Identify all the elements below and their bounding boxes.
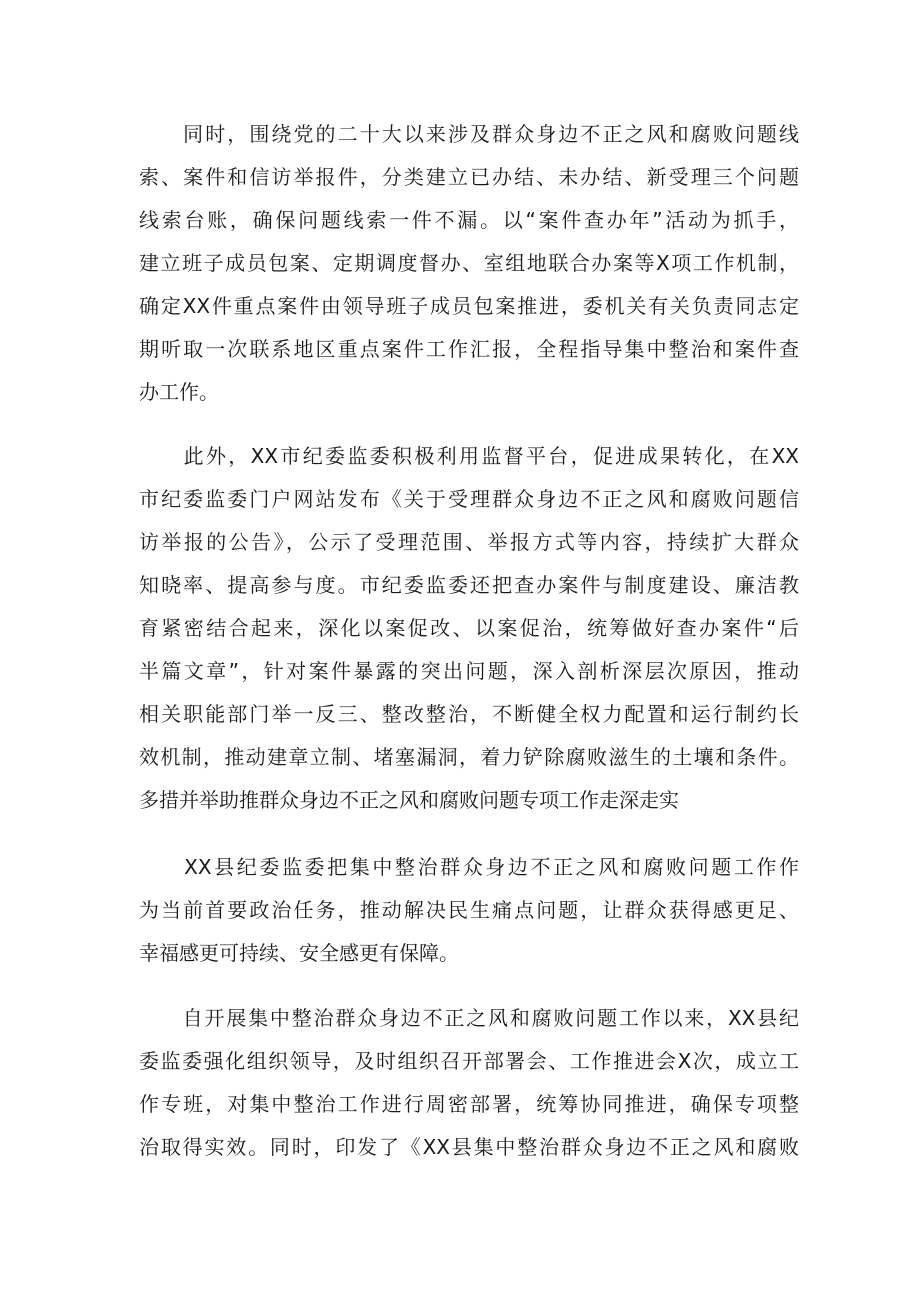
text-line: 为当前首要政治任务，推动解决民生痛点问题，让群众获得感更足、 xyxy=(139,898,799,922)
text-line: 市纪委监委门户网站发布《关于受理群众身边不正之风和腐败问题信 xyxy=(139,487,799,511)
text-line: 作专班，对集中整治工作进行周密部署，统筹协同推进，确保专项整 xyxy=(139,1092,799,1116)
text-line: 自开展集中整治群众身边不正之风和腐败问题工作以来，XX县纪 xyxy=(139,1006,799,1030)
text-line: XX县纪委监委把集中整治群众身边不正之风和腐败问题工作作 xyxy=(139,855,799,879)
text-line: 半篇文章”，针对案件暴露的突出问题，深入剖析深层次原因，推动 xyxy=(139,659,799,683)
text-line: 建立班子成员包案、定期调度督办、室组地联合办案等X项工作机制， xyxy=(139,251,799,275)
text-line: 索、案件和信访举报件，分类建立已办结、未办结、新受理三个问题 xyxy=(139,165,799,189)
text-line: 多措并举助推群众身边不正之风和腐败问题专项工作走深走实 xyxy=(139,788,679,812)
text-line: 办工作。 xyxy=(139,380,219,404)
text-line: 此外，XX市纪委监委积极利用监督平台，促进成果转化，在XX xyxy=(139,444,799,468)
text-line: 知晓率、提高参与度。市纪委监委还把查办案件与制度建设、廉洁教 xyxy=(139,573,799,597)
text-line: 期听取一次联系地区重点案件工作汇报，全程指导集中整治和案件查 xyxy=(139,337,799,361)
text-line: 相关职能部门举一反三、整改整治，不断健全权力配置和运行制约长 xyxy=(139,702,799,726)
text-line: 同时，围绕党的二十大以来涉及群众身边不正之风和腐败问题线 xyxy=(139,122,799,146)
text-line: 确定XX件重点案件由领导班子成员包案推进，委机关有关负责同志定 xyxy=(139,294,799,318)
text-line: 治取得实效。同时，印发了《XX县集中整治群众身边不正之风和腐败 xyxy=(139,1135,799,1159)
text-line: 效机制，推动建章立制、堵塞漏洞，着力铲除腐败滋生的土壤和条件。 xyxy=(139,745,799,769)
text-line: 线索台账，确保问题线索一件不漏。以“案件查办年”活动为抓手， xyxy=(139,208,799,232)
text-line: 幸福感更可持续、安全感更有保障。 xyxy=(139,941,459,965)
text-line: 访举报的公告》，公示了受理范围、举报方式等内容，持续扩大群众 xyxy=(139,530,799,554)
text-line: 育紧密结合起来，深化以案促改、以案促治，统筹做好查办案件“后 xyxy=(139,616,799,640)
text-line: 委监委强化组织领导，及时组织召开部署会、工作推进会X次，成立工 xyxy=(139,1049,799,1073)
